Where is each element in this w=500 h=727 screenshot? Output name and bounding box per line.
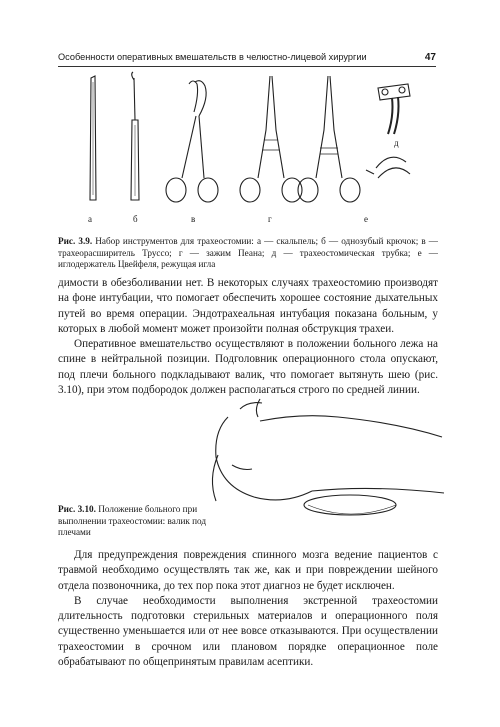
paragraph: Для предупреждения повреждения спинного мозга ведение пациентов с травмой необходимо осуществлять так же, как и при повреждении шейного отдела позвоночника, до тех пор пока этот диагноз не будет исключен. bbox=[58, 549, 438, 592]
figure-3-10-caption bbox=[58, 504, 228, 539]
shoulder-roll-illustration bbox=[304, 495, 396, 515]
body-text-top bbox=[58, 276, 438, 398]
figure-panel-letters bbox=[58, 138, 440, 228]
caption-label: Рис. 3.9. bbox=[58, 236, 93, 246]
tracheostomy-tube-illustration bbox=[378, 84, 410, 134]
trousseau-dilator-illustration bbox=[166, 81, 218, 202]
caption-text: Положение больного при выполнении трахеостомии: валик под плечами bbox=[58, 504, 207, 537]
panel-letter: д bbox=[394, 138, 399, 148]
panel-letter: в bbox=[191, 214, 196, 224]
paragraph: Оперативное вмешательство осуществляют в положении больного лежа на спине в нейтральной позиции. Подголовник операционного стола опускают, под плечи больного подкладывают валик, что помогает вытянуть шею (рис. 3.10), при этом подбородок должен располагаться строго по средней линии. bbox=[58, 338, 438, 397]
paragraph: В случае необходимости выполнения экстренной трахеостомии длительность подготовки стерильных материалов и операционного поля существенно уменьшается или от нее вовсе отказываются. При осуществлении трахеостомии в срочном или плановом порядке операционное поле обрабатывают по общепринятым правилам асептики. bbox=[58, 594, 438, 669]
body-text-bottom bbox=[58, 548, 438, 670]
panel-letter: е bbox=[364, 214, 368, 224]
caption-label: Рис. 3.10. bbox=[58, 504, 96, 514]
scalpel-illustration bbox=[90, 76, 96, 200]
needle-holder-illustration bbox=[298, 76, 360, 202]
patient-neck-illustration bbox=[260, 416, 444, 493]
single-tooth-hook-illustration bbox=[131, 72, 139, 200]
paragraph: димости в обезболивании нет. В некоторых случаях трахеостомию производят на фоне интубации, что помогает обеспечить хорошее состояние дыхательных путей во время операции. Эндотрахеальная интубация показана больным, у которых в любой момент может произойти полная обструкция трахеи. bbox=[58, 277, 438, 335]
pean-clamp-illustration bbox=[240, 76, 302, 202]
tracheostomy-instruments-figure bbox=[58, 70, 440, 235]
panel-letter: г bbox=[268, 214, 272, 224]
panel-letter: а bbox=[88, 214, 92, 224]
running-title: Особенности оперативных вмешательств в челюстно-лицевой хирургии bbox=[58, 52, 367, 62]
page-number: 47 bbox=[424, 52, 436, 63]
figure-3-9-caption bbox=[58, 236, 438, 271]
running-header bbox=[58, 52, 436, 67]
caption-text: Набор инструментов для трахеостомии: а — скальпель; б — однозубый крючок; в — трахеорасширитель Труссо; г — зажим Пеана; д — трахеостомическая трубка; е — иглодержатель Цвейфеля, режущая игла bbox=[58, 236, 438, 269]
cutting-needle-illustration bbox=[366, 157, 410, 178]
patient-head-illustration bbox=[212, 399, 312, 501]
panel-letter: б bbox=[133, 214, 138, 224]
